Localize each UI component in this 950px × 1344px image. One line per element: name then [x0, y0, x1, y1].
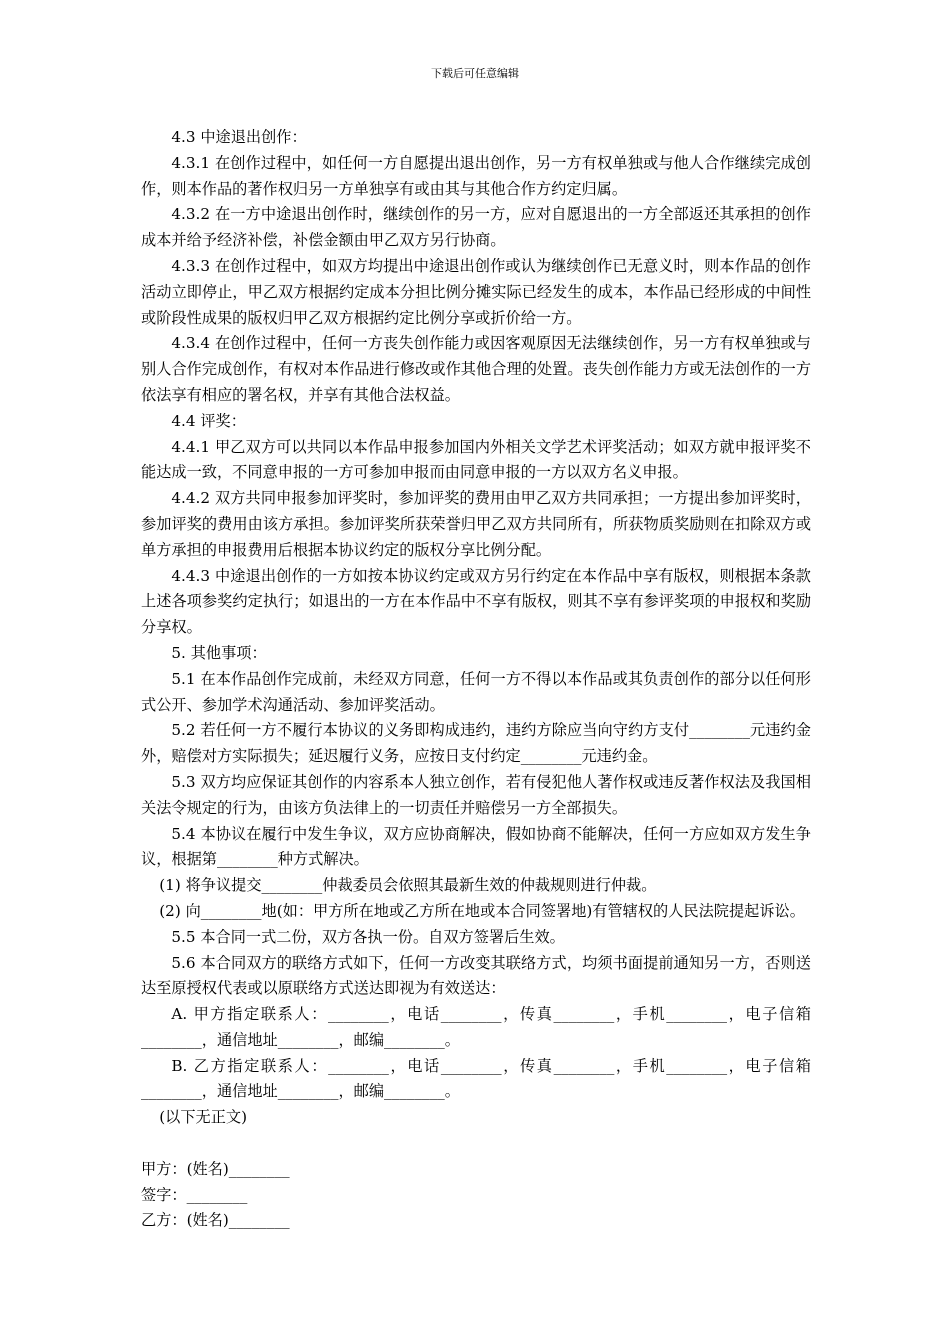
spacer: [141, 1131, 811, 1157]
clause-4-4-1: 4.4.1 甲乙双方可以共同以本作品申报参加国内外相关文学艺术评奖活动；如双方就申报评奖不能达成一致，不同意申报的一方可参加申报而由同意申报的一方以双方名义申报。: [141, 437, 811, 482]
clause-4-3-3: 4.3.3 在创作过程中，如双方均提出中途退出创作或认为继续创作已无意义时，则本作品的创作活动立即停止，甲乙双方根据约定成本分担比例分摊实际已经发生的成本，本作品已经形成的中间性或阶段性成果的版权归甲乙双方根据约定比例分享或折价给一方。: [141, 256, 811, 327]
clause-5-4-option-2: (2) 向________地(如：甲方所在地或乙方所在地或本合同签署地)有管辖权的人民法院提起诉讼。: [159, 901, 805, 920]
signature-party-a: 甲方：(姓名)________: [141, 1159, 290, 1178]
clause-4-4-3: 4.4.3 中途退出创作的一方如按本协议约定或双方另行约定在本作品中享有版权，则根据本条款上述各项参奖约定执行；如退出的一方在本作品中不享有版权，则其不享有参评奖项的申报权和奖励分享权。: [141, 566, 811, 637]
clause-5-2: 5.2 若任何一方不履行本协议的义务即构成违约，违约方除应当向守约方支付________元违约金外，赔偿对方实际损失；延迟履行义务，应按日支付约定________元违约金。: [141, 721, 811, 766]
clause-4-3-1: 4.3.1 在创作过程中，如任何一方自愿提出退出创作，另一方有权单独或与他人合作继续完成创作，则本作品的著作权归另一方单独享有或由其与其他合作方约定归属。: [141, 153, 811, 198]
clause-4-4-2: 4.4.2 双方共同申报参加评奖时，参加评奖的费用由甲乙双方共同承担；一方提出参加评奖时，参加评奖的费用由该方承担。参加评奖所获荣誉归甲乙双方共同所有，所获物质奖励则在扣除双方或单方承担的申报费用后根据本协议约定的版权分享比例分配。: [141, 489, 811, 559]
signature-sign: 签字：________: [141, 1185, 248, 1204]
clause-4-3-4: 4.3.4 在创作过程中，任何一方丧失创作能力或因客观原因无法继续创作，另一方有权单独或与别人合作完成创作，有权对本作品进行修改或作其他合理的处置。丧失创作能力方或无法创作的一方依法享有相应的署名权，并享有其他合法权益。: [141, 334, 811, 404]
clause-5-heading: 5. 其他事项：: [171, 643, 267, 662]
clause-5-4: 5.4 本协议在履行中发生争议，双方应协商解决，假如协商不能解决，任何一方应如双方发生争议，根据第________种方式解决。: [141, 824, 811, 869]
clause-5-6: 5.6 本合同双方的联络方式如下，任何一方改变其联络方式，均须书面提前通知另一方，否则送达至原授权代表或以原联络方式送达即视为有效送达：: [141, 953, 811, 998]
contact-party-a: A. 甲方指定联系人：________，电话________，传真________，手机________，电子信箱________，通信地址________，邮编________。: [141, 1005, 811, 1049]
clause-5-5: 5.5 本合同一式二份，双方各执一份。自双方签署后生效。: [171, 927, 565, 946]
contract-body: [141, 125, 811, 1234]
contact-party-b: B. 乙方指定联系人：________，电话________，传真________，手机________，电子信箱________，通信地址________，邮编________。: [141, 1056, 811, 1101]
clause-4-3-heading: 4.3 中途退出创作：: [171, 128, 307, 146]
page-header: 下载后可任意编辑: [431, 67, 519, 80]
signature-party-b: 乙方：(姓名)________: [141, 1211, 290, 1230]
end-of-text-note: (以下无正文): [159, 1108, 248, 1127]
clause-4-4-heading: 4.4 评奖：: [171, 411, 246, 430]
clause-5-4-option-1: (1) 将争议提交________仲裁委员会依照其最新生效的仲裁规则进行仲裁。: [159, 876, 657, 895]
clause-4-3-2: 4.3.2 在一方中途退出创作时，继续创作的另一方，应对自愿退出的一方全部返还其承担的创作成本并给予经济补偿，补偿金额由甲乙双方另行协商。: [141, 205, 811, 250]
clause-5-3: 5.3 双方均应保证其创作的内容系本人独立创作，若有侵犯他人著作权或违反著作权法及我国相关法令规定的行为，由该方负法律上的一切责任并赔偿另一方全部损失。: [141, 772, 811, 817]
clause-5-1: 5.1 在本作品创作完成前，未经双方同意，任何一方不得以本作品或其负责创作的部分以任何形式公开、参加学术沟通活动、参加评奖活动。: [141, 669, 811, 714]
